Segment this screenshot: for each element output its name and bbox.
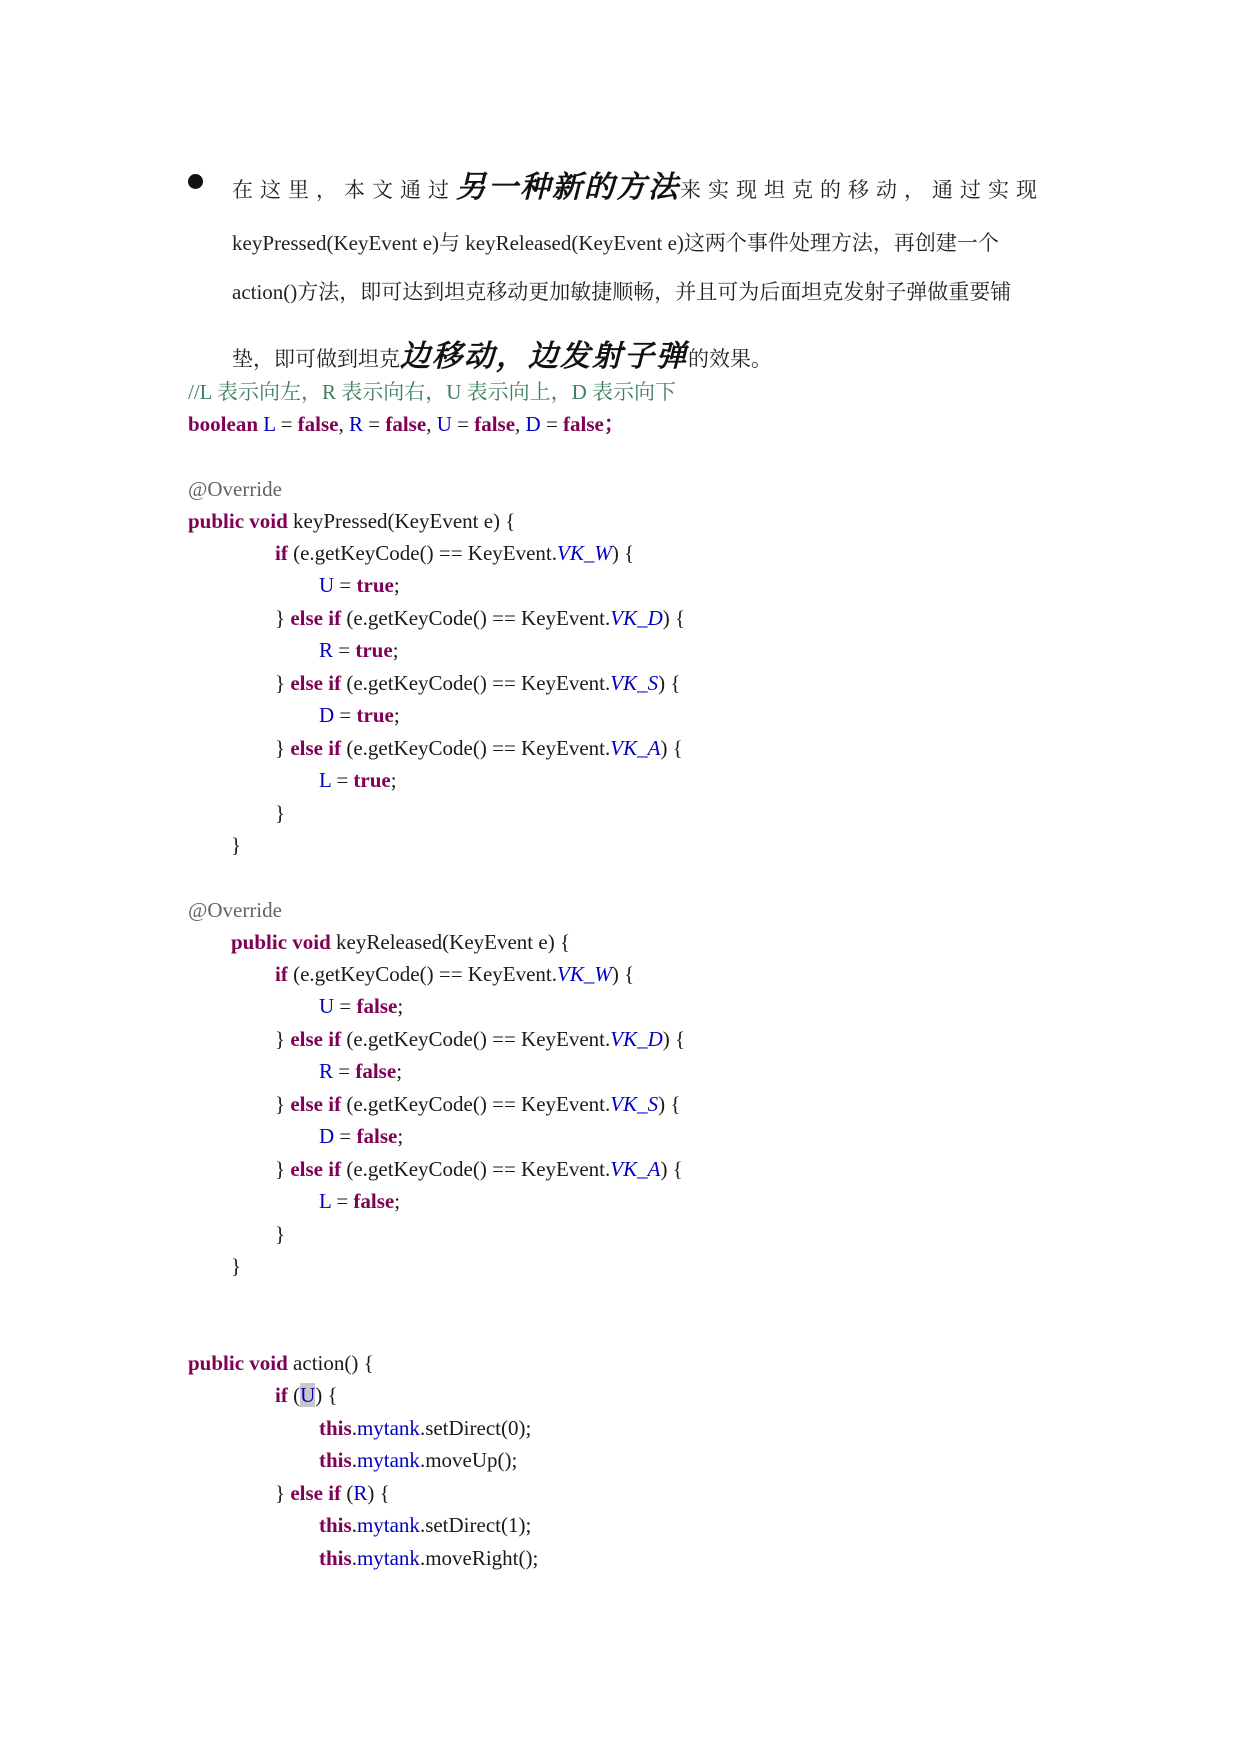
code-annotation: @Override	[188, 898, 282, 922]
emphasis-text: 另一种新的方法	[456, 170, 680, 205]
code-line: R = false;	[319, 1059, 403, 1083]
paragraph-line-3: action()方法，即可达到坦克移动更加敏捷顺畅，并且可为后面坦克发射子弹做重要铺	[232, 280, 1012, 304]
code-line: } else if (e.getKeyCode() == KeyEvent.VK_S) {	[275, 1092, 681, 1116]
code-line: U = false;	[319, 994, 404, 1018]
code-line: this.mytank.moveUp();	[319, 1448, 518, 1472]
code-line: }	[231, 1254, 242, 1278]
code-line: if (e.getKeyCode() == KeyEvent.VK_W) {	[275, 541, 635, 565]
code-line: D = true;	[319, 703, 400, 727]
emphasis-text: 边移动，边发射子弹	[400, 339, 688, 374]
text: 的效果。	[688, 347, 772, 371]
code-line: } else if (e.getKeyCode() == KeyEvent.VK_D) {	[275, 1027, 686, 1051]
code-line: if (e.getKeyCode() == KeyEvent.VK_W) {	[275, 962, 635, 986]
code-method-signature: public void keyReleased(KeyEvent e) {	[231, 930, 571, 954]
code-line: } else if (e.getKeyCode() == KeyEvent.VK_D) {	[275, 606, 686, 630]
text: 在这里，本文通过	[232, 178, 456, 202]
paragraph-line-2: keyPressed(KeyEvent e)与 keyReleased(KeyEvent e)这两个事件处理方法，再创建一个	[232, 231, 999, 255]
code-line: this.mytank.setDirect(0);	[319, 1416, 532, 1440]
code-method-signature: public void action() {	[188, 1351, 374, 1375]
code-line: } else if (e.getKeyCode() == KeyEvent.VK_S) {	[275, 671, 681, 695]
code-line: } else if (R) {	[275, 1481, 390, 1505]
code-line: } else if (e.getKeyCode() == KeyEvent.VK_A) {	[275, 736, 683, 760]
paragraph-line-1	[232, 162, 1044, 206]
code-line: if (U) {	[275, 1383, 338, 1407]
bullet-dot	[188, 174, 203, 189]
code-line: D = false;	[319, 1124, 404, 1148]
paragraph-line-4	[232, 331, 772, 375]
code-line: L = true;	[319, 768, 397, 792]
code-line: this.mytank.moveRight();	[319, 1546, 539, 1570]
text: 垫，即可做到坦克	[232, 347, 400, 371]
text: 来实现坦克的移动，通过实现	[680, 178, 1044, 202]
code-line: } else if (e.getKeyCode() == KeyEvent.VK_A) {	[275, 1157, 683, 1181]
highlighted-variable: U	[300, 1383, 316, 1407]
code-declaration: boolean L = false, R = false, U = false, D = false；	[188, 412, 625, 436]
code-line: }	[275, 801, 286, 825]
code-line: U = true;	[319, 573, 400, 597]
code-comment: //L 表示向左，R 表示向右，U 表示向上，D 表示向下	[188, 380, 677, 404]
code-line: this.mytank.setDirect(1);	[319, 1513, 532, 1537]
code-line: }	[231, 833, 242, 857]
code-method-signature: public void keyPressed(KeyEvent e) {	[188, 509, 516, 533]
code-line: L = false;	[319, 1189, 401, 1213]
code-line: R = true;	[319, 638, 399, 662]
code-annotation: @Override	[188, 477, 282, 501]
code-line: }	[275, 1222, 286, 1246]
